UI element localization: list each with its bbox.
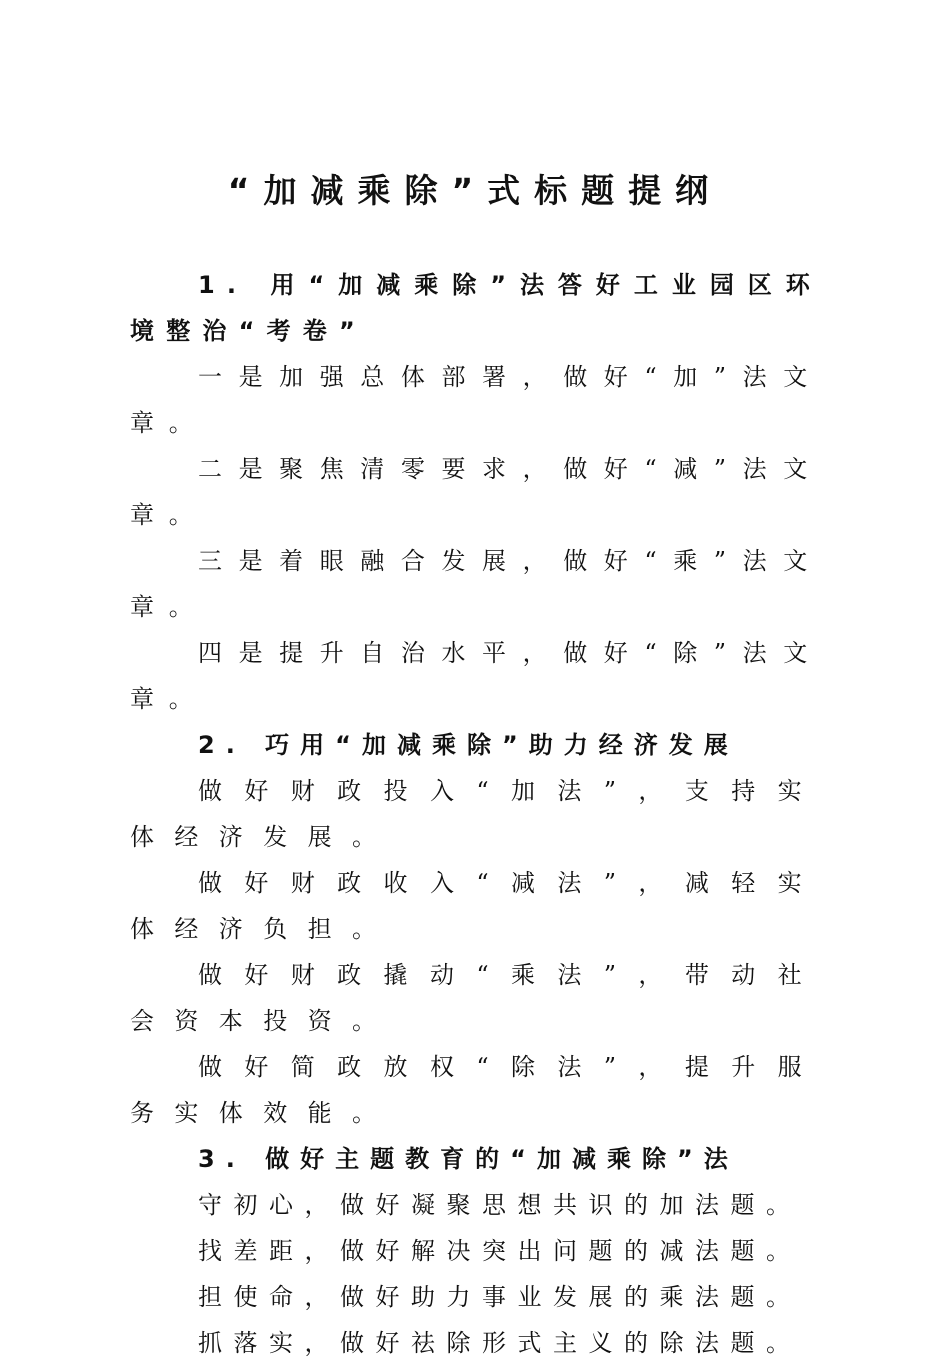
document-title: “加减乘除”式标题提纲 bbox=[227, 171, 723, 210]
section-2-item-1: 做好财政投入“加法”，支持实体经济发展。 bbox=[130, 777, 822, 851]
section-3-item-1: 守初心，做好凝聚思想共识的加法题。 bbox=[198, 1191, 802, 1219]
section-1-item-2: 二是聚焦清零要求，做好“减”法文章。 bbox=[130, 455, 822, 529]
section-3-item-3: 担使命，做好助力事业发展的乘法题。 bbox=[198, 1283, 802, 1311]
section-2-heading: 2. 巧用“加减乘除”助力经济发展 bbox=[198, 731, 739, 759]
section-3-item-4: 抓落实，做好祛除形式主义的除法题。 bbox=[198, 1329, 802, 1357]
section-1-item-1: 一是加强总体部署，做好“加”法文章。 bbox=[130, 363, 822, 437]
section-1-heading: 1. 用“加减乘除”法答好工业园区环境整治“考卷” bbox=[130, 271, 822, 345]
section-2-item-2: 做好财政收入“减法”，减轻实体经济负担。 bbox=[130, 869, 822, 943]
document-body bbox=[130, 262, 822, 1366]
section-3-item-2: 找差距，做好解决突出问题的减法题。 bbox=[198, 1237, 802, 1265]
section-1-item-4: 四是提升自治水平，做好“除”法文章。 bbox=[130, 639, 822, 713]
section-2-item-4: 做好简政放权“除法”，提升服务实体效能。 bbox=[130, 1053, 822, 1127]
section-1-item-3: 三是着眼融合发展，做好“乘”法文章。 bbox=[130, 547, 822, 621]
section-2-item-3: 做好财政撬动“乘法”，带动社会资本投资。 bbox=[130, 961, 822, 1035]
section-3-heading: 3. 做好主题教育的“加减乘除”法 bbox=[198, 1145, 739, 1173]
